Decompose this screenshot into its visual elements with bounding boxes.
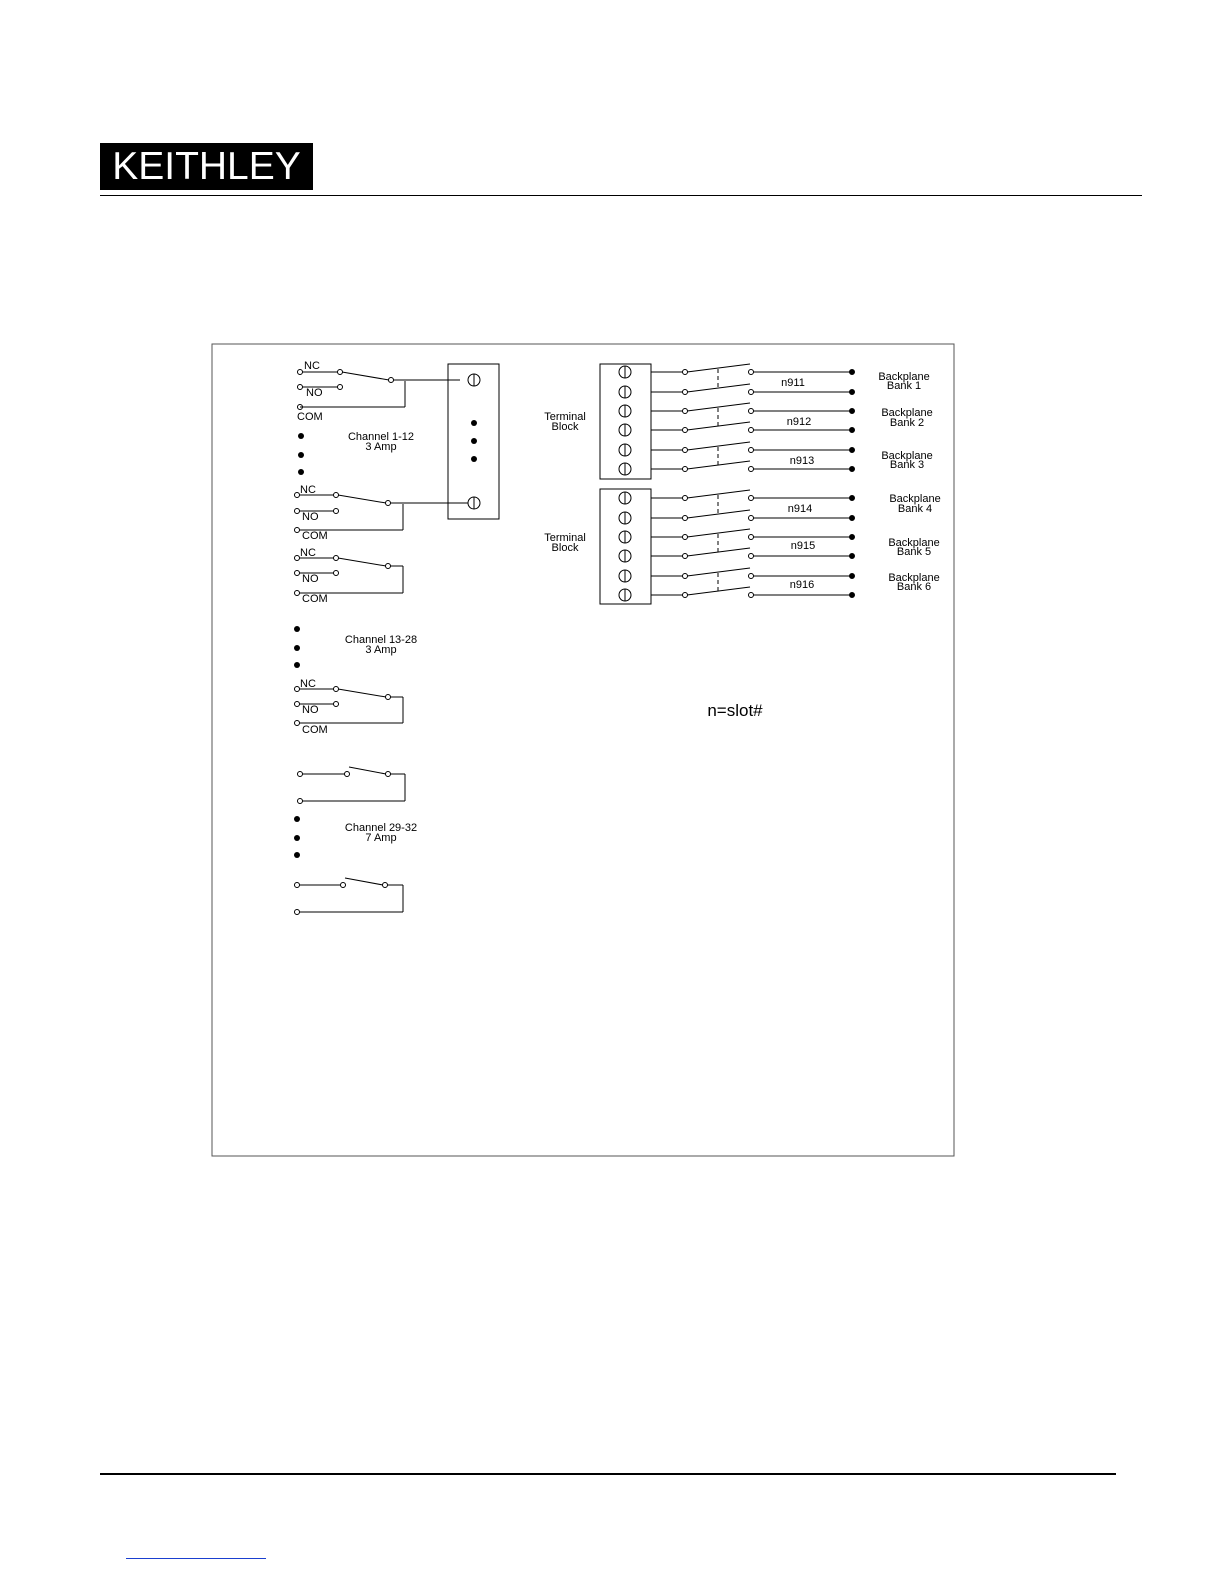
relay-1-line-2-contact-a <box>683 390 688 395</box>
relay-1-line-2-contact-b <box>749 390 754 395</box>
footer-divider <box>100 1473 1116 1475</box>
relay-5-line-1-contact-b <box>749 535 754 540</box>
bank-4-label-line1: Backplane <box>889 493 941 505</box>
relay2-no-label: NO <box>302 511 319 523</box>
relay-4-line-2-contact-a <box>683 516 688 521</box>
bank-6-label-line1: Backplane <box>888 572 940 584</box>
relay-n911-label: n911 <box>781 377 805 389</box>
relay4-no-label: NO <box>302 704 319 716</box>
relay-5-line-1-contact-a <box>683 535 688 540</box>
keithley-logo: KEITHLEY <box>100 143 313 190</box>
relay-5-line-2-bank-node <box>850 554 855 559</box>
relay-2-line-2-contact-b <box>749 428 754 433</box>
relay-3-line-2-contact-b <box>749 467 754 472</box>
bank-6-label-line2: Bank 6 <box>896 581 932 593</box>
relay-6-line-2-bank-node <box>850 593 855 598</box>
relay3-com-label: COM <box>302 593 328 605</box>
channel-group-1-rating: 3 Amp <box>365 441 397 453</box>
relay2-com-label: COM <box>302 530 328 542</box>
relay4-nc-label: NC <box>300 678 316 690</box>
relay3-nc-label: NC <box>300 547 316 559</box>
relay-1-line-1-bank-node <box>850 370 855 375</box>
relay-3-line-2-bank-node <box>850 467 855 472</box>
relay-5-line-2-contact-b <box>749 554 754 559</box>
relay-2-line-1-contact-b <box>749 409 754 414</box>
bank-3-label-line1: Backplane <box>881 450 933 462</box>
channel-group-2-name: Channel 13-28 <box>344 634 418 646</box>
relay1-no-label: NO <box>306 387 323 399</box>
relay-6-line-1-contact-b <box>749 574 754 579</box>
relay2-nc-label: NC <box>300 484 316 496</box>
bank-2-label-line2: Bank 2 <box>889 417 925 429</box>
relay-4-line-2-contact-b <box>749 516 754 521</box>
relay-n914-label: n914 <box>787 503 813 515</box>
channel-group-2-rating: 3 Amp <box>365 644 397 656</box>
bank-4-label-line2: Bank 4 <box>897 503 933 515</box>
bank-1-label-line1: Backplane <box>878 371 930 383</box>
terminal-block-1-label-line2: Block <box>551 421 579 433</box>
relay-6-line-1-contact-a <box>683 574 688 579</box>
relay-6-line-2-contact-b <box>749 593 754 598</box>
channel-group-1-name: Channel 1-12 <box>347 431 415 443</box>
relay-2-line-1-bank-node <box>850 409 855 414</box>
bank-1-label-line2: Bank 1 <box>886 380 922 392</box>
relay-2-line-2-contact-a <box>683 428 688 433</box>
bank-5-label-line2: Bank 5 <box>896 546 932 558</box>
relay-4-line-1-contact-a <box>683 496 688 501</box>
relay-n912-label: n912 <box>786 416 812 428</box>
relay-5-line-2-contact-a <box>683 554 688 559</box>
slot-note: n=slot# <box>707 701 763 720</box>
relay-2-line-1-contact-a <box>683 409 688 414</box>
relay-5-line-1-bank-node <box>850 535 855 540</box>
terminal-block-1-label-line1: Terminal <box>544 411 586 423</box>
relay1-nc-label: NC <box>304 360 320 372</box>
terminal-block-2-label-line1: Terminal <box>544 532 586 544</box>
relay-3-line-1-bank-node <box>850 448 855 453</box>
relay-6-line-1-bank-node <box>850 574 855 579</box>
relay-n915-label: n915 <box>790 540 816 552</box>
bank-3-label-line2: Bank 3 <box>889 459 925 471</box>
footer-link-underline <box>126 1558 266 1559</box>
relay-3-line-1-contact-a <box>683 448 688 453</box>
relay-3-line-1-contact-b <box>749 448 754 453</box>
relay4-com-label: COM <box>302 724 328 736</box>
relay-4-line-1-bank-node <box>850 496 855 501</box>
relay-3-line-2-contact-a <box>683 467 688 472</box>
diagram-frame <box>212 344 954 1156</box>
relay-1-line-1-contact-b <box>749 370 754 375</box>
relay3-no-label: NO <box>302 573 319 585</box>
bank-2-label-line1: Backplane <box>881 407 933 419</box>
channel-group-3-name: Channel 29-32 <box>344 822 418 834</box>
bank-5-label-line1: Backplane <box>888 537 940 549</box>
terminal-block-2-label-line2: Block <box>551 542 579 554</box>
relay-2-line-2-bank-node <box>850 428 855 433</box>
relay-1-line-1-contact-a <box>683 370 688 375</box>
relay-n913-label: n913 <box>789 455 815 467</box>
relay-n916-label: n916 <box>789 579 815 591</box>
relay1-com-label: COM <box>297 411 323 423</box>
channel-group-3-rating: 7 Amp <box>365 832 397 844</box>
relay-1-line-2-bank-node <box>850 390 855 395</box>
relay-4-line-1-contact-b <box>749 496 754 501</box>
backplane-wiring <box>619 364 855 601</box>
relay-6-line-2-contact-a <box>683 593 688 598</box>
relay-4-line-2-bank-node <box>850 516 855 521</box>
